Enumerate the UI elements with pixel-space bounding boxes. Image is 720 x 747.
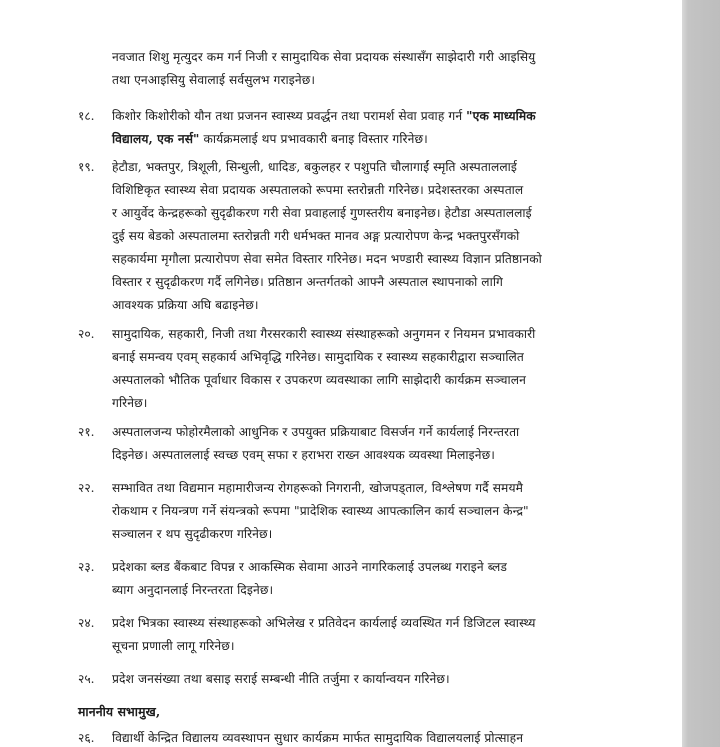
- paragraph-line: सञ्चालन र थप सुदृढीकरण गरिनेछ।: [112, 527, 273, 541]
- paragraph-line: सामुदायिक, सहकारी, निजी तथा गैरसरकारी स्वास्थ्य संस्थाहरूको अनुगमन र नियमन प्रभावकारी: [112, 327, 536, 341]
- paragraph-line: आवश्यक प्रक्रिया अघि बढाइनेछ।: [112, 298, 259, 312]
- paragraph-line: ब्याग अनुदानलाई निरन्तरता दिइनेछ।: [112, 583, 274, 597]
- paragraph-line: सहकार्यमा मृगौला प्रत्यारोपण सेवा समेत विस्तार गरिनेछ। मदन भण्डारी स्वास्थ्य विज्ञान प्रतिष्ठानको: [112, 252, 542, 266]
- item-number: २४.: [78, 616, 95, 630]
- paragraph-line: नवजात शिशु मृत्युदर कम गर्न निजी र सामुदायिक सेवा प्रदायक संस्थासँग साझेदारी गरी आइसियु: [112, 50, 536, 64]
- paragraph-line: विस्तार र सुदृढीकरण गर्दै लगिनेछ। प्रतिष्ठान अन्तर्गतको आफ्नै अस्पताल स्थापनाको लागि: [112, 275, 503, 289]
- item-number: १९.: [78, 160, 95, 174]
- paragraph-line: प्रदेश भित्रका स्वास्थ्य संस्थाहरूको अभिलेख र प्रतिवेदन कार्यलाई व्यवस्थित गर्न डिजिटल स्वास्थ्य: [112, 616, 536, 630]
- paragraph-line: दिइनेछ। अस्पताललाई स्वच्छ एवम् सफा र हराभरा राख्न आवश्यक व्यवस्था मिलाइनेछ।: [112, 448, 495, 462]
- bold-phrase: विद्यालय, एक नर्स": [112, 132, 200, 146]
- paragraph-line: सम्भावित तथा विद्यमान महामारीजन्य रोगहरूको निगरानी, खोजपड्ताल, विश्लेषण गर्दै समयमै: [112, 481, 524, 495]
- paragraph-line: [112, 107, 536, 124]
- paragraph-line: बनाई समन्वय एवम् सहकार्य अभिवृद्धि गरिनेछ। सामुदायिक र स्वास्थ्य सहकारीद्वारा सञ्चालित: [112, 350, 524, 364]
- text-run: कार्यक्रमलाई थप प्रभावकारी बनाइ विस्तार गरिनेछ।: [199, 132, 428, 146]
- paragraph-line: दुई सय बेडको अस्पतालमा स्तरोन्नती गरी धर्मभक्त मानव अङ्ग प्रत्यारोपण केन्द्र भक्तपुरसँगको: [112, 229, 520, 243]
- paragraph-line: अस्पतालजन्य फोहोरमैलाको आधुनिक र उपयुक्त प्रक्रियाबाट विसर्जन गर्ने कार्यलाई निरन्तरता: [112, 425, 520, 439]
- item-number: २२.: [78, 481, 95, 495]
- item-number: २०.: [78, 327, 95, 341]
- item-number: २१.: [78, 425, 95, 439]
- paragraph-line: तथा एनआइसियु सेवालाई सर्वसुलभ गराइनेछ।: [112, 73, 316, 87]
- item-number: २६.: [78, 731, 95, 745]
- bold-phrase: "एक माध्यमिक: [466, 109, 536, 123]
- item-number: २३.: [78, 560, 95, 574]
- paragraph-line: हेटौडा, भक्तपुर, त्रिशूली, सिन्धुली, धादिङ, बकुलहर र पशुपति चौलागाईं स्मृति अस्पताललाई: [112, 160, 517, 174]
- item-number: २५.: [78, 672, 95, 686]
- item-number: १८.: [78, 109, 95, 123]
- paragraph-line: अस्पतालको भौतिक पूर्वाधार विकास र उपकरण व्यवस्थाका लागि साझेदारी कार्यक्रम सञ्चालन: [112, 373, 527, 387]
- paragraph-line: र आयुर्वेद केन्द्रहरूको सुदृढीकरण गरी सेवा प्रवाहलाई गुणस्तरीय बनाइनेछ। हेटौडा अस्पताललाई: [112, 206, 532, 220]
- paragraph-line: प्रदेशका ब्लड बैंकबाट विपन्न र आकस्मिक सेवामा आउने नागरिकलाई उपलब्ध गराइने ब्लड: [112, 560, 508, 574]
- paragraph-line: सूचना प्रणाली लागू गरिनेछ।: [112, 639, 235, 653]
- page-edge-shadow: [682, 0, 720, 747]
- section-heading: माननीय सभामुख,: [78, 704, 161, 719]
- paragraph-line: रोकथाम र नियन्त्रण गर्ने संयन्त्रको रूपमा "प्रादेशिक स्वास्थ्य आपत्कालिन कार्य सञ्चालन केन्द्र": [112, 504, 529, 518]
- paragraph-line: गरिनेछ।: [112, 396, 148, 410]
- paragraph-line: विद्यार्थी केन्द्रित विद्यालय व्यवस्थापन सुधार कार्यक्रम मार्फत सामुदायिक विद्यालयलाई प्रोत्साहन: [112, 731, 524, 745]
- text-run: किशोर किशोरीको यौन तथा प्रजनन स्वास्थ्य प्रवर्द्धन तथा परामर्श सेवा प्रवाह गर्न: [112, 109, 467, 123]
- paragraph-line: [112, 130, 428, 147]
- paragraph-line: प्रदेश जनसंख्या तथा बसाइ सराई सम्बन्धी नीति तर्जुमा र कार्यान्वयन गरिनेछ।: [112, 672, 450, 686]
- paragraph-line: विशिष्टिकृत स्वास्थ्य सेवा प्रदायक अस्पतालको रूपमा स्तरोन्नती गरिनेछ। प्रदेशस्तरका अस्पताल: [112, 183, 524, 197]
